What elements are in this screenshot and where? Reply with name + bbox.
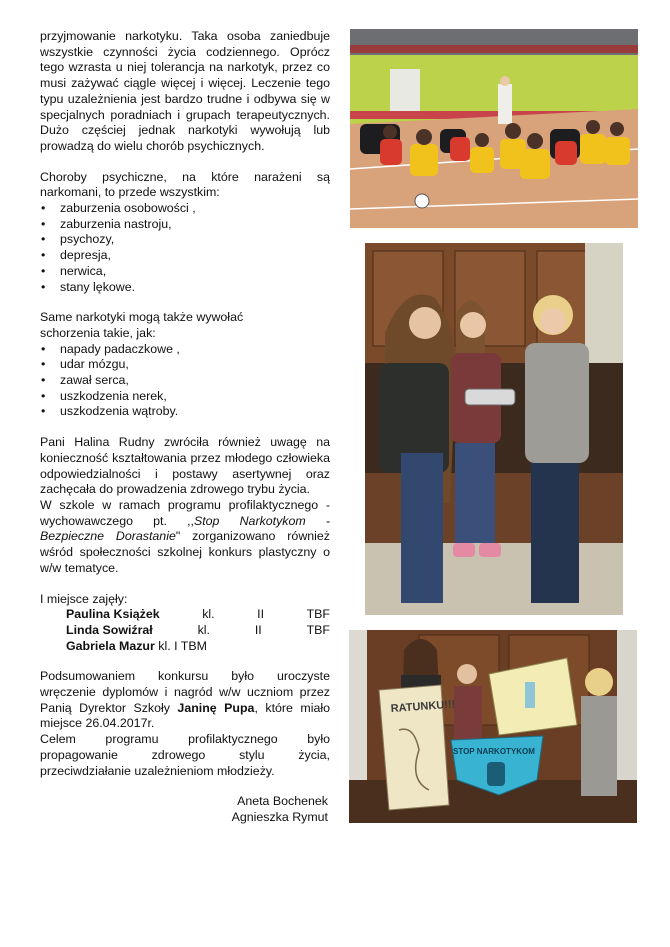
list-item: • psychozy, bbox=[40, 232, 330, 248]
list-item: • napady padaczkowe , bbox=[40, 342, 330, 358]
list-item: • depresja, bbox=[40, 248, 330, 264]
paragraph-program: W szkole w ramach programu profilaktycznego - wychowawczego pt. ,,Stop Narkotykom - Bezpieczne Dorastanie" zorganizowano również wśród społeczności szkolnej konkurs plastyczny o w/w tematyce. bbox=[40, 497, 331, 575]
winners-heading: I miejsce zajęły: bbox=[40, 591, 128, 606]
list-item: • zaburzenia osobowości , bbox=[40, 201, 330, 217]
paragraph-goal: Celem programu profilaktycznego było propagowanie zdrowego stylu życia, przeciwdziałanie uzależnieniom młodzieży. bbox=[40, 732, 330, 778]
paragraph-physical-intro: Same narkotyki mogą także wywołać schorzenia takie, jak: bbox=[40, 310, 244, 340]
list-item: • zawał serca, bbox=[40, 373, 330, 389]
paragraph-addiction: przyjmowanie narkotyku. Taka osoba zaniedbuje wszystkie czynności życia codziennego. Oprócz tego wzrasta u niej tolerancja na narkotyk, przez co musi zażywać ciągle więcej i więcej. Leczenie tego typu uzależnienia jest bardzo trudne i odbywa się w specjalnych poradniach i grupach terapeutycznych. Dużo częściej jednak narkotyki wywołują lub prowadzą do wielu chorób psychicznych. bbox=[40, 29, 330, 153]
list-item: • uszkodzenia nerek, bbox=[40, 389, 330, 405]
poster-stop-text: STOP NARKOTYKOM bbox=[453, 747, 535, 756]
authors-signature bbox=[40, 794, 330, 825]
list-item: • zaburzenia nastroju, bbox=[40, 217, 330, 233]
photo-award-handover bbox=[365, 243, 623, 615]
poster-ratunku-text: RATUNKU!!! bbox=[390, 698, 456, 715]
article-column bbox=[40, 29, 330, 826]
paragraph-speaker: Pani Halina Rudny zwróciła również uwagę na konieczność kształtowania przez młodego człowieka odpowiedzialności i postawy asertywnej oraz zachęcała do prowadzenia zdrowego trybu życia. bbox=[40, 435, 330, 497]
physical-diseases-list bbox=[40, 342, 330, 421]
winner-row: Paulina Książek kl. II TBF bbox=[66, 607, 330, 622]
winners-list bbox=[40, 607, 330, 654]
director-name: Janinę Pupa bbox=[177, 700, 255, 715]
paragraph-summary: Podsumowaniem konkursu było uroczyste wręczenie dyplomów i nagród w/w uczniom przez Panią Dyrektor Szkoły Janinę Pupa, które miało miejsce 26.04.2017r. bbox=[40, 669, 330, 731]
author-name: Aneta Bochenek bbox=[237, 794, 328, 809]
list-item: • udar mózgu, bbox=[40, 357, 330, 373]
list-item: • stany lękowe. bbox=[40, 280, 330, 296]
author-name: Agnieszka Rymut bbox=[231, 809, 328, 824]
winner-row: Linda Sowiźrał kl. II TBF bbox=[66, 622, 330, 637]
paragraph-diseases-intro: Choroby psychiczne, na które narażeni są narkomani, to przede wszystkim: bbox=[40, 169, 330, 200]
list-item: • nerwica, bbox=[40, 264, 330, 280]
photo-posters bbox=[349, 630, 637, 823]
list-item: • uszkodzenia wątroby. bbox=[40, 404, 330, 420]
program-title: Stop Narkotykom - Bezpieczne Dorastanie bbox=[40, 513, 330, 544]
mental-diseases-list bbox=[40, 201, 330, 295]
photo-gym-students bbox=[350, 29, 638, 228]
winner-row: Gabriela Mazur kl. I TBM bbox=[66, 638, 207, 653]
